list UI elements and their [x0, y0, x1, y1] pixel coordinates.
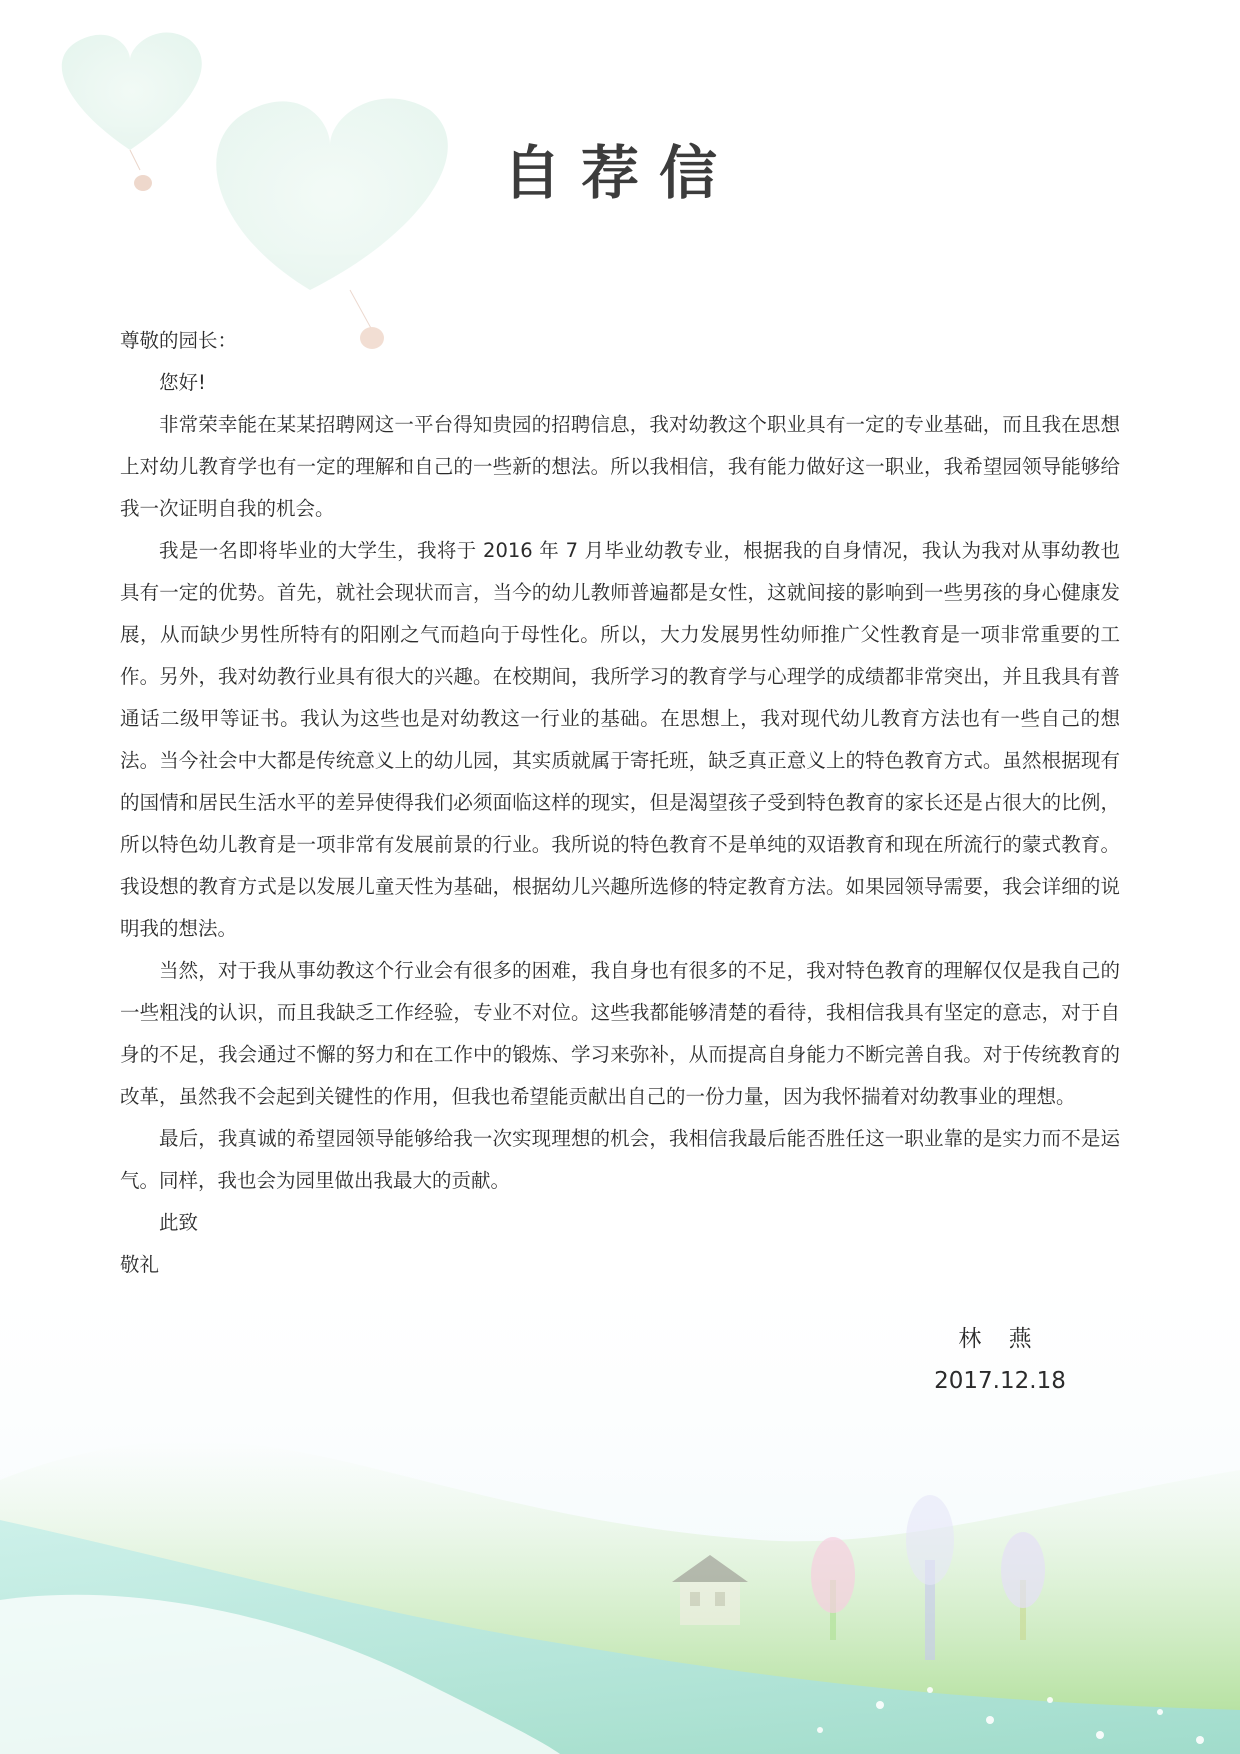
signature-date: 2017.12.18 — [934, 1368, 1066, 1394]
paragraph: 非常荣幸能在某某招聘网这一平台得知贵园的招聘信息，我对幼教这个职业具有一定的专业基础，而且我在思想上对幼儿教育学也有一定的理解和自己的一些新的想法。所以我相信，我有能力做好这一职业，我希望园领导能够给我一次证明自我的机会。 — [120, 413, 1120, 520]
closing-line-1: 此致 — [159, 1211, 199, 1234]
paragraph: 最后，我真诚的希望园领导能够给我一次实现理想的机会，我相信我最后能否胜任这一职业靠的是实力而不是运气。同样，我也会为园里做出我最大的贡献。 — [120, 1127, 1120, 1192]
letter-title: 自荐信 — [502, 139, 737, 207]
closing-line-2: 敬礼 — [120, 1253, 160, 1276]
large-heart-balloon — [216, 99, 448, 349]
greeting: 您好! — [159, 371, 206, 394]
signature-name: 林 燕 — [958, 1326, 1042, 1352]
salutation: 尊敬的园长： — [120, 329, 238, 352]
letter-body — [120, 320, 1120, 1286]
paragraph: 当然，对于我从事幼教这个行业会有很多的困难，我自身也有很多的不足，我对特色教育的理解仅仅是我自己的一些粗浅的认识，而且我缺乏工作经验，专业不对位。这些我都能够清楚的看待，我相信我具有坚定的意志，对于自身的不足，我会通过不懈的努力和在工作中的锻炼、学习来弥补，从而提高自身能力不断完善自我。对于传统教育的改革，虽然我不会起到关键性的作用，但我也希望能贡献出自己的一份力量，因为我怀揣着对幼教事业的理想。 — [120, 959, 1120, 1108]
paragraph: 我是一名即将毕业的大学生，我将于 2016 年 7 月毕业幼教专业，根据我的自身情况，我认为我对从事幼教也具有一定的优势。首先，就社会现状而言，当今的幼儿教师普遍都是女性，这就间接的影响到一些男孩的身心健康发展，从而缺少男性所特有的阳刚之气而趋向于母性化。所以，大力发展男性幼师推广父性教育是一项非常重要的工作。另外，我对幼教行业具有很大的兴趣。在校期间，我所学习的教育学与心理学的成绩都非常突出，并且我具有普通话二级甲等证书。我认为这些也是对幼教这一行业的基础。在思想上，我对现代幼儿教育方法也有一些自己的想法。当今社会中大都是传统意义上的幼儿园，其实质就属于寄托班，缺乏真正意义上的特色教育方式。虽然根据现有的国情和居民生活水平的差异使得我们必须面临这样的现实，但是渴望孩子受到特色教育的家长还是占很大的比例，所以特色幼儿教育是一项非常有发展前景的行业。我所说的特色教育不是单纯的双语教育和现在所流行的蒙式教育。我设想的教育方式是以发展儿童天性为基础，根据幼儿兴趣所选修的特定教育方法。如果园领导需要，我会详细的说明我的想法。 — [120, 539, 1120, 940]
signature-block — [880, 1318, 1120, 1402]
